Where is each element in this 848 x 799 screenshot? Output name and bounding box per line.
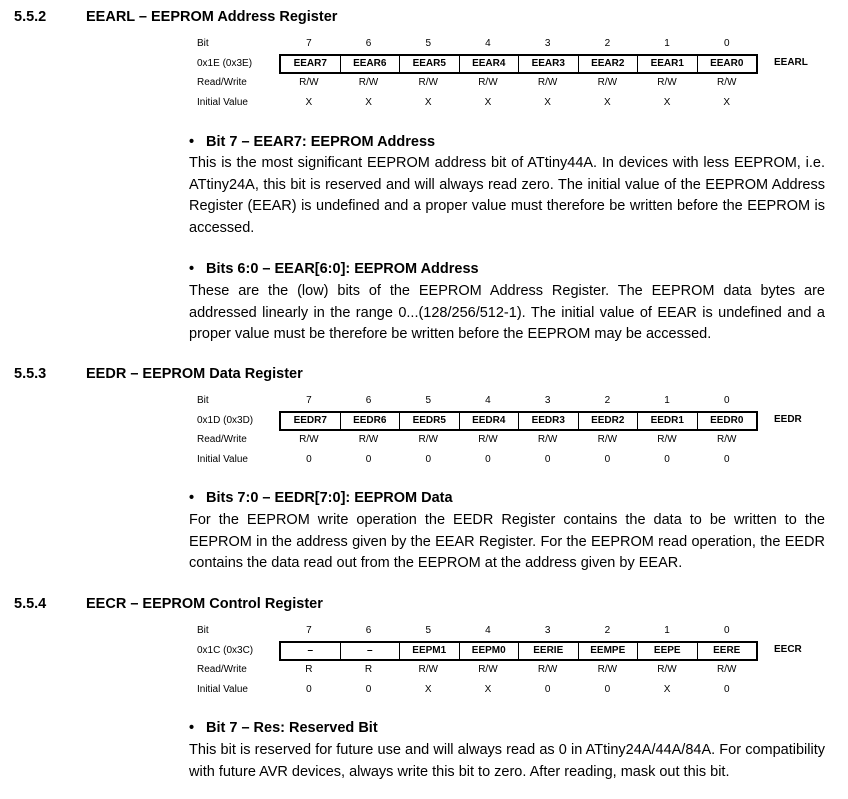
bit-field-name: –	[307, 645, 314, 656]
section-title: EEDR – EEPROM Data Register	[86, 366, 303, 382]
bit-access: R/W	[418, 434, 438, 445]
bit-number: 5	[425, 395, 432, 406]
bit-number: 5	[425, 625, 432, 636]
section-title: EECR – EEPROM Control Register	[86, 596, 323, 612]
section-number: 5.5.2	[14, 9, 47, 25]
bit-field-name: EEDR1	[637, 413, 697, 429]
bit-field-name: EEDR6	[340, 413, 400, 429]
bit-number: 0	[723, 38, 730, 49]
initial-value-row-label: Initial Value	[197, 454, 248, 465]
bit-initial-value: X	[484, 684, 492, 695]
bit-access: R/W	[657, 664, 677, 675]
bit-field-name: EEAR6	[340, 56, 400, 72]
bit-access: R/W	[537, 77, 558, 88]
bit-access: R/W	[597, 434, 618, 445]
bit-initial-value: X	[723, 97, 731, 108]
paragraph: This is the most significant EEPROM address bit of ATtiny44A. In devices with less EEPROM, i.e. ATtiny24A, this bit is reserved and will always read zero. The initial value of the EEPROM Address Register (EEAR) is undefined and a proper value must therefore be written before the EEPROM is accessed.	[189, 155, 825, 236]
bit-access: R/W	[717, 664, 737, 675]
bullet-heading-text: Bits 7:0 – EEDR[7:0]: EEPROM Data	[206, 490, 453, 506]
bit-initial-value: X	[663, 97, 671, 108]
section-number: 5.5.3	[14, 366, 47, 382]
bit-field-name: EEAR4	[459, 56, 519, 72]
bullet-heading-text: Bit 7 – EEAR7: EEPROM Address	[206, 134, 436, 150]
bit-number: 0	[723, 395, 730, 406]
bit-number: 6	[365, 38, 372, 49]
bit-field-name: EEAR1	[637, 56, 697, 72]
bit-field-name: EEPM0	[459, 643, 519, 659]
bit-field-name: EEPM1	[399, 643, 459, 659]
bit-field-name: EEPE	[637, 643, 697, 659]
bit-number: 7	[306, 625, 312, 636]
bit-field-name: EEAR2	[578, 56, 638, 72]
bit-initial-value: 0	[365, 454, 372, 465]
bit-initial-value: 0	[365, 684, 372, 695]
bit-number: 2	[604, 38, 611, 49]
bit-initial-value: 0	[664, 454, 670, 465]
register-name: EEDR	[774, 414, 802, 425]
bit-field-name: EEAR3	[518, 56, 578, 72]
bullet-heading: • Bits 6:0 – EEAR[6:0]: EEPROM Address	[189, 261, 479, 277]
bit-field-name: EERE	[697, 643, 757, 659]
bit-initial-value: 0	[604, 684, 611, 695]
bullet-heading-text: Bit 7 – Res: Reserved Bit	[206, 720, 378, 736]
bit-initial-value: X	[663, 684, 671, 695]
bit-field-name: EEDR2	[578, 413, 638, 429]
register-name: EECR	[774, 644, 802, 655]
bit-number: 4	[485, 38, 491, 49]
bit-access: R/W	[418, 77, 438, 88]
bit-number: 7	[306, 395, 312, 406]
bit-access: R/W	[657, 77, 677, 88]
bullet-heading: • Bit 7 – Res: Reserved Bit	[189, 720, 378, 736]
read-write-row-label: Read/Write	[197, 77, 247, 88]
register-bit-fields	[279, 54, 758, 74]
register-address: 0x1E (0x3E)	[197, 58, 253, 69]
bit-number: 4	[485, 395, 491, 406]
bit-field-name: EEDR0	[697, 413, 757, 429]
bit-initial-value: X	[544, 97, 551, 108]
bit-access: R/W	[478, 434, 498, 445]
bit-number: 1	[664, 625, 670, 636]
bit-access: R/W	[537, 664, 558, 675]
read-write-row-label: Read/Write	[197, 434, 247, 445]
bit-number: 3	[544, 38, 551, 49]
bit-access: R/W	[358, 77, 379, 88]
bit-access: R/W	[478, 77, 498, 88]
paragraph: This bit is reserved for future use and will always read as 0 in ATtiny24A/44A/84A. For compatibility with future AVR devices, always write this bit to zero. After reading, mask out this bit.	[189, 742, 825, 780]
bit-access: R/W	[657, 434, 677, 445]
bit-number: 7	[306, 38, 312, 49]
paragraph: For the EEPROM write operation the EEDR Register contains the data to be written to the EEPROM in the address given by the EEAR Register. For the EEPROM read operation, the EEDR contains the data read out from the EEPROM at the address given by EEAR.	[189, 512, 825, 571]
bit-row-label: Bit	[197, 395, 209, 406]
bit-access: R/W	[478, 664, 498, 675]
bit-access: R	[305, 664, 313, 675]
register-table	[0, 625, 848, 705]
bit-number: 2	[604, 625, 611, 636]
bit-field-name: –	[340, 643, 400, 659]
bit-initial-value: X	[484, 97, 492, 108]
initial-value-row-label: Initial Value	[197, 97, 248, 108]
bit-initial-value: 0	[425, 454, 432, 465]
bit-access: R/W	[597, 664, 618, 675]
bit-initial-value: 0	[306, 454, 312, 465]
register-address: 0x1D (0x3D)	[197, 415, 254, 426]
bit-access: R/W	[358, 434, 379, 445]
bit-field-name: EEAR7	[293, 58, 327, 69]
bit-field-name: EEMPE	[578, 643, 638, 659]
bit-number: 6	[365, 625, 372, 636]
read-write-row-label: Read/Write	[197, 664, 247, 675]
register-bit-fields	[279, 411, 758, 431]
bit-number: 6	[365, 395, 372, 406]
bit-number: 1	[664, 38, 670, 49]
initial-value-row-label: Initial Value	[197, 684, 248, 695]
register-table	[0, 395, 848, 475]
bit-initial-value: 0	[604, 454, 611, 465]
bit-number: 2	[604, 395, 611, 406]
bit-access: R	[364, 664, 373, 675]
bit-number: 1	[664, 395, 670, 406]
bit-access: R/W	[299, 434, 319, 445]
bit-number: 0	[723, 625, 730, 636]
bit-initial-value: 0	[723, 684, 730, 695]
bit-row-label: Bit	[197, 625, 209, 636]
bit-initial-value: 0	[723, 454, 730, 465]
bit-field-name: EEDR7	[293, 415, 327, 426]
bit-initial-value: X	[604, 97, 611, 108]
section-title: EEARL – EEPROM Address Register	[86, 9, 338, 25]
bit-field-name: EEDR3	[518, 413, 578, 429]
register-name: EEARL	[774, 57, 808, 68]
register-bit-fields	[279, 641, 758, 661]
bit-number: 3	[544, 625, 551, 636]
bit-initial-value: 0	[544, 454, 551, 465]
bit-initial-value: X	[365, 97, 372, 108]
bit-initial-value: X	[424, 684, 432, 695]
bit-number: 4	[485, 625, 491, 636]
bit-access: R/W	[537, 434, 558, 445]
bit-initial-value: 0	[485, 454, 491, 465]
bit-field-name: EEDR4	[459, 413, 519, 429]
bit-row-label: Bit	[197, 38, 209, 49]
bit-initial-value: 0	[544, 684, 551, 695]
bit-access: R/W	[717, 434, 737, 445]
register-table	[0, 38, 848, 118]
paragraph: These are the (low) bits of the EEPROM Address Register. The EEPROM data bytes are addressed linearly in the range 0...(128/256/512-1). The initial value of EEAR is undefined and a proper value must be therefore be written before the EEPROM may be accessed.	[189, 283, 825, 342]
bit-field-name: EEAR5	[399, 56, 459, 72]
bit-number: 5	[425, 38, 432, 49]
section-number: 5.5.4	[14, 596, 47, 612]
bit-initial-value: 0	[306, 684, 312, 695]
register-address: 0x1C (0x3C)	[197, 645, 254, 656]
bullet-heading-text: Bits 6:0 – EEAR[6:0]: EEPROM Address	[206, 261, 479, 277]
bullet-heading: • Bits 7:0 – EEDR[7:0]: EEPROM Data	[189, 490, 453, 506]
bit-field-name: EERIE	[518, 643, 578, 659]
bit-access: R/W	[299, 77, 319, 88]
bit-access: R/W	[418, 664, 438, 675]
bit-access: R/W	[717, 77, 737, 88]
bit-access: R/W	[597, 77, 618, 88]
bullet-heading: • Bit 7 – EEAR7: EEPROM Address	[189, 134, 436, 150]
bit-number: 3	[544, 395, 551, 406]
bit-field-name: EEAR0	[697, 56, 757, 72]
bit-field-name: EEDR5	[399, 413, 459, 429]
bit-initial-value: X	[424, 97, 432, 108]
bit-initial-value: X	[305, 97, 313, 108]
